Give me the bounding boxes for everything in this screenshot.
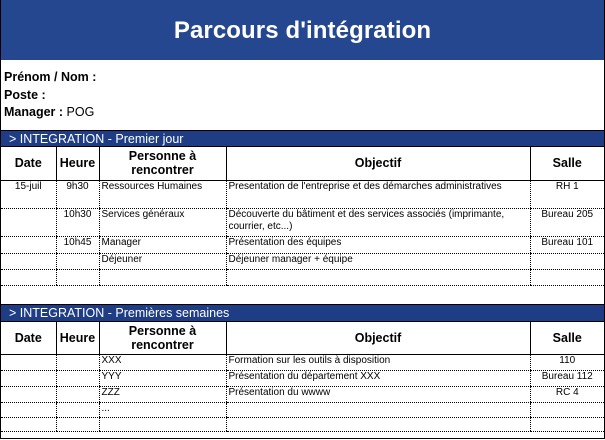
col-personne: Personne à rencontrer — [99, 147, 226, 180]
cell-objectif[interactable]: Présentation du wwww — [226, 387, 530, 403]
schedule-table-premieres-semaines — [1, 322, 604, 433]
cell-date[interactable]: 15-juil — [1, 180, 56, 208]
table-header-row — [1, 322, 604, 355]
cell-salle[interactable]: 110 — [530, 355, 604, 371]
cell-personne[interactable]: Déjeuner — [99, 253, 226, 269]
cell-objectif[interactable]: Découverte du bâtiment et des services associés (imprimante, courrier, etc...) — [226, 208, 530, 236]
cell-heure[interactable] — [56, 418, 99, 432]
cell-objectif[interactable]: Présentation du département XXX — [226, 371, 530, 387]
cell-personne[interactable]: XXX — [99, 355, 226, 371]
cell-personne[interactable] — [99, 269, 226, 285]
cell-objectif[interactable]: Formation sur les outils à disposition — [226, 355, 530, 371]
col-objectif: Objectif — [226, 322, 530, 355]
cell-date[interactable] — [1, 236, 56, 253]
cell-heure[interactable] — [56, 403, 99, 418]
section-spacer — [1, 286, 604, 305]
cell-salle[interactable] — [530, 253, 604, 269]
cell-personne[interactable]: ZZZ — [99, 387, 226, 403]
cell-date[interactable] — [1, 418, 56, 432]
cell-objectif[interactable]: Déjeuner manager + équipe — [226, 253, 530, 269]
cell-salle[interactable]: Bureau 205 — [530, 208, 604, 236]
cell-personne[interactable]: Manager — [99, 236, 226, 253]
cell-objectif[interactable] — [226, 403, 530, 418]
cell-heure[interactable] — [56, 269, 99, 285]
cell-salle[interactable] — [530, 403, 604, 418]
cell-heure[interactable] — [56, 355, 99, 371]
cell-date[interactable] — [1, 387, 56, 403]
manager-row — [4, 104, 604, 122]
cell-heure[interactable]: 10h45 — [56, 236, 99, 253]
cell-date[interactable] — [1, 371, 56, 387]
cell-heure[interactable]: 9h30 — [56, 180, 99, 208]
cell-salle[interactable] — [530, 269, 604, 285]
col-heure: Heure — [56, 147, 99, 180]
employee-info — [1, 60, 604, 130]
table-row — [1, 180, 604, 208]
cell-personne[interactable]: YYY — [99, 371, 226, 387]
table-row — [1, 236, 604, 253]
table-row — [1, 269, 604, 285]
cell-heure[interactable] — [56, 253, 99, 269]
col-date: Date — [1, 147, 56, 180]
section-title-premieres-semaines: > INTEGRATION - Premières semaines — [1, 305, 604, 322]
cell-objectif[interactable]: Presentation de l'entreprise et des démarches administratives — [226, 180, 530, 208]
cell-salle[interactable]: RH 1 — [530, 180, 604, 208]
cell-personne[interactable]: Services généraux — [99, 208, 226, 236]
cell-personne[interactable]: ... — [99, 403, 226, 418]
col-salle: Salle — [530, 322, 604, 355]
cell-date[interactable] — [1, 208, 56, 236]
table-row — [1, 387, 604, 403]
cell-personne[interactable]: Ressources Humaines — [99, 180, 226, 208]
cell-objectif[interactable]: Présentation des équipes — [226, 236, 530, 253]
table-row — [1, 418, 604, 432]
cell-date[interactable] — [1, 253, 56, 269]
cell-salle[interactable]: RC 4 — [530, 387, 604, 403]
page-title: Parcours d'intégration — [1, 0, 604, 60]
prenom-label: Prénom / Nom : — [4, 70, 97, 84]
cell-salle[interactable]: Bureau 101 — [530, 236, 604, 253]
col-heure: Heure — [56, 322, 99, 355]
col-personne: Personne à rencontrer — [99, 322, 226, 355]
manager-value[interactable]: POG — [66, 105, 95, 119]
manager-label: Manager : — [4, 105, 64, 119]
table-row — [1, 208, 604, 236]
cell-objectif[interactable] — [226, 269, 530, 285]
poste-row — [4, 87, 604, 105]
table-row — [1, 355, 604, 371]
table-row — [1, 403, 604, 418]
cell-objectif[interactable] — [226, 418, 530, 432]
col-objectif: Objectif — [226, 147, 530, 180]
cell-date[interactable] — [1, 403, 56, 418]
col-date: Date — [1, 322, 56, 355]
cell-personne[interactable] — [99, 418, 226, 432]
table-header-row — [1, 147, 604, 180]
cell-heure[interactable] — [56, 371, 99, 387]
cell-date[interactable] — [1, 355, 56, 371]
cell-salle[interactable] — [530, 418, 604, 432]
poste-label: Poste : — [4, 87, 46, 102]
cell-salle[interactable]: Bureau 112 — [530, 371, 604, 387]
prenom-row — [4, 69, 604, 87]
table-row — [1, 371, 604, 387]
cell-date[interactable] — [1, 269, 56, 285]
cell-heure[interactable]: 10h30 — [56, 208, 99, 236]
cell-heure[interactable] — [56, 387, 99, 403]
schedule-table-premier-jour — [1, 147, 604, 286]
col-salle: Salle — [530, 147, 604, 180]
section-title-premier-jour: > INTEGRATION - Premier jour — [1, 130, 604, 147]
table-row — [1, 253, 604, 269]
